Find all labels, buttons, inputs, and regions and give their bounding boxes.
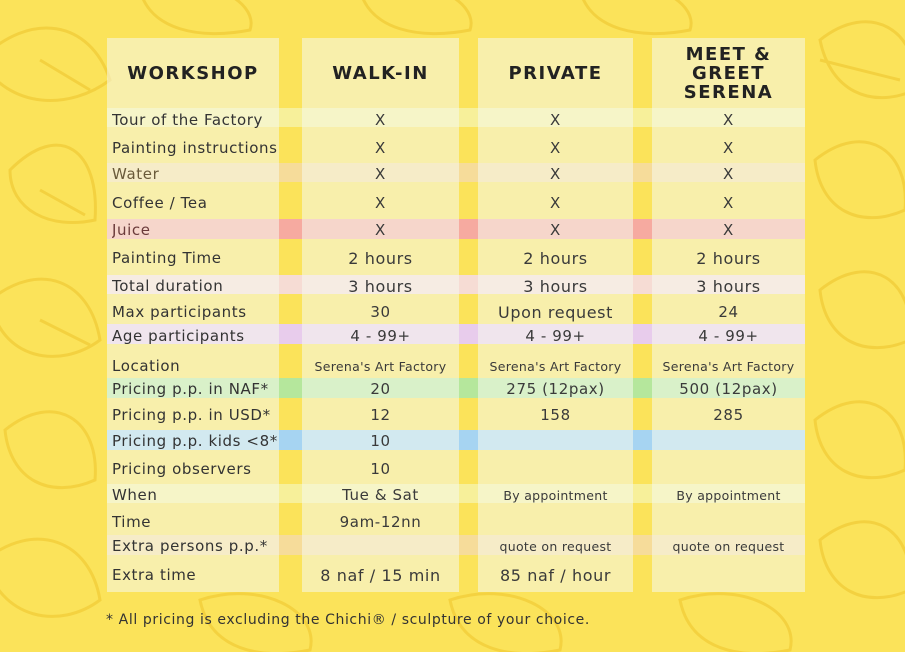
cell-walk-in: X — [375, 165, 386, 183]
cell-private: X — [550, 165, 561, 183]
cell-private — [478, 456, 633, 482]
cell-meet-greet: X — [723, 221, 734, 239]
cell-private: Upon request — [498, 302, 613, 322]
table-row — [0, 561, 905, 589]
cell-private: 2 hours — [523, 248, 588, 268]
row-label: Water — [112, 165, 160, 183]
table-row — [0, 483, 905, 507]
row-label: Painting instructions — [112, 139, 278, 157]
cell-walk-in: X — [375, 139, 386, 157]
header-meet-greet-serena: MEET & GREET SERENA — [683, 43, 774, 103]
cell-meet-greet: 24 — [718, 303, 739, 321]
cell-private: 85 naf / hour — [499, 565, 612, 585]
cell-walk-in: 2 hours — [348, 248, 413, 268]
cell-walk-in: 30 — [370, 303, 391, 321]
cell-meet-greet — [652, 509, 805, 535]
cell-private: 158 — [540, 406, 571, 424]
cell-walk-in: 20 — [370, 380, 391, 398]
row-label: Age participants — [112, 327, 245, 345]
table-row — [0, 403, 905, 427]
table-row — [0, 300, 905, 324]
cell-private: X — [550, 139, 561, 157]
cell-walk-in: X — [375, 111, 386, 129]
cell-meet-greet: 500 (12pax) — [679, 380, 778, 398]
table-row — [0, 218, 905, 242]
row-label: Max participants — [112, 303, 247, 321]
cell-meet-greet: quote on request — [672, 538, 785, 554]
header-workshop: WORKSHOP — [127, 62, 259, 84]
cell-walk-in: Serena's Art Factory — [314, 358, 447, 374]
table-row — [0, 429, 905, 453]
cell-walk-in: 10 — [370, 432, 391, 450]
cell-walk-in: Tue & Sat — [342, 486, 419, 504]
cell-meet-greet: 2 hours — [696, 248, 761, 268]
table-row — [0, 162, 905, 186]
cell-private — [478, 429, 633, 453]
row-label: Extra persons p.p.* — [112, 537, 268, 555]
table-row — [0, 324, 905, 348]
cell-walk-in: 12 — [370, 406, 391, 424]
row-label: Pricing observers — [112, 460, 252, 478]
cell-walk-in: 3 hours — [348, 276, 413, 296]
cell-meet-greet: Serena's Art Factory — [662, 358, 795, 374]
cell-private: 3 hours — [523, 276, 588, 296]
row-label: Pricing p.p. kids <8* — [112, 432, 278, 450]
table-row — [0, 135, 905, 161]
cell-private: By appointment — [503, 487, 608, 503]
cell-meet-greet: By appointment — [676, 487, 781, 503]
cell-private — [478, 509, 633, 535]
cell-walk-in: X — [375, 194, 386, 212]
table-row — [0, 108, 905, 132]
row-label: When — [112, 486, 158, 504]
row-label: Location — [112, 357, 181, 375]
table-row — [0, 273, 905, 299]
cell-private: 275 (12pax) — [506, 380, 605, 398]
cell-meet-greet — [652, 456, 805, 482]
cell-walk-in: X — [375, 221, 386, 239]
header-private: PRIVATE — [508, 62, 603, 84]
cell-private: quote on request — [499, 538, 612, 554]
cell-meet-greet: X — [723, 139, 734, 157]
cell-walk-in: 4 - 99+ — [350, 327, 411, 345]
header-walk-in: WALK-IN — [332, 62, 429, 84]
cell-private: X — [550, 111, 561, 129]
cell-walk-in: 9am-12nn — [339, 513, 422, 531]
pricing-footnote: * All pricing is excluding the Chichi® / sculpture of your choice. — [106, 612, 590, 628]
row-label: Extra time — [112, 566, 197, 584]
table-row — [0, 190, 905, 216]
cell-private: X — [550, 194, 561, 212]
table-row — [0, 509, 905, 535]
row-label: Juice — [112, 221, 151, 239]
cell-meet-greet: X — [723, 194, 734, 212]
row-label: Painting Time — [112, 249, 222, 267]
cell-meet-greet — [652, 429, 805, 453]
table-row — [0, 244, 905, 272]
cell-meet-greet — [652, 561, 805, 589]
table-row — [0, 354, 905, 378]
cell-walk-in: 8 naf / 15 min — [320, 565, 441, 585]
row-label: Pricing p.p. in NAF* — [112, 380, 269, 398]
cell-meet-greet: X — [723, 111, 734, 129]
row-label: Pricing p.p. in USD* — [112, 406, 271, 424]
row-label: Coffee / Tea — [112, 194, 208, 212]
cell-meet-greet: X — [723, 165, 734, 183]
table-row — [0, 456, 905, 482]
row-label: Time — [112, 513, 152, 531]
cell-private: Serena's Art Factory — [489, 358, 622, 374]
cell-walk-in: 10 — [370, 460, 391, 478]
row-label: Total duration — [112, 277, 224, 295]
cell-private: X — [550, 221, 561, 239]
table-row — [0, 535, 905, 557]
row-label: Tour of the Factory — [112, 111, 264, 129]
cell-private: 4 - 99+ — [525, 327, 586, 345]
cell-meet-greet: 285 — [713, 406, 744, 424]
cell-walk-in — [302, 535, 459, 557]
table-row — [0, 377, 905, 401]
cell-meet-greet: 3 hours — [696, 276, 761, 296]
cell-meet-greet: 4 - 99+ — [698, 327, 759, 345]
